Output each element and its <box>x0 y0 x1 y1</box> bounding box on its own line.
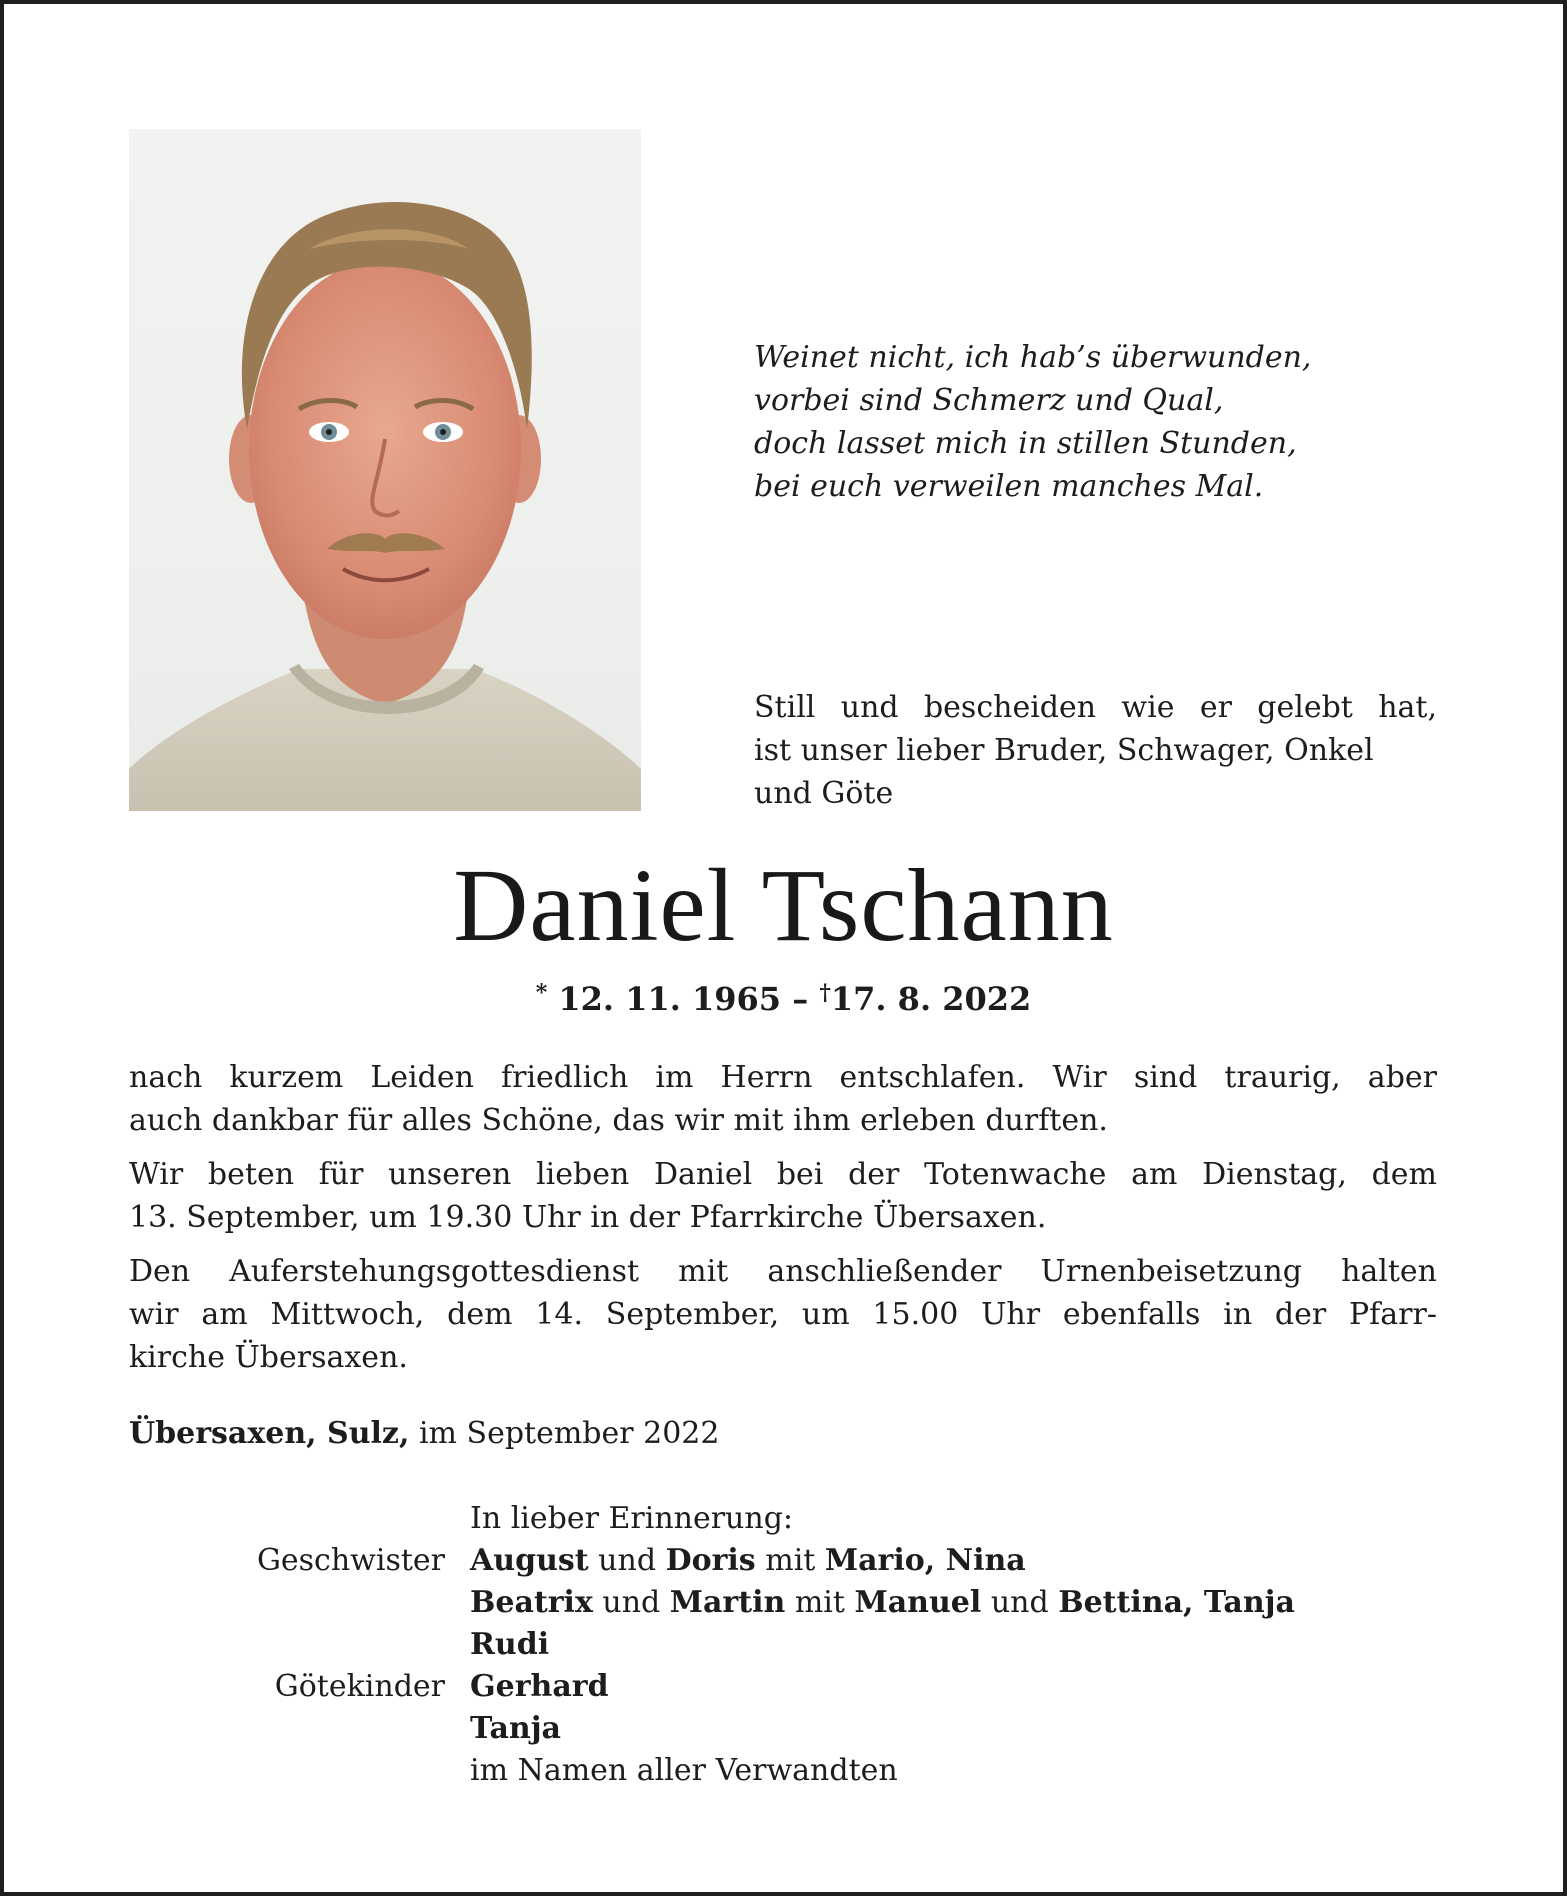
memory-header: In lieber Erinnerung: <box>470 1501 794 1536</box>
deceased-name: Daniel Tschann <box>453 848 1114 963</box>
relative-name: Beatrix <box>470 1585 593 1620</box>
announcement-body <box>129 1056 1437 1390</box>
poem <box>754 336 1311 508</box>
conjunction: mit <box>794 1585 845 1620</box>
godchildren-row-1 <box>129 1666 1437 1708</box>
relative-name: Gerhard <box>470 1669 609 1704</box>
siblings-row-3 <box>129 1624 1437 1666</box>
body-line: auch dankbar für alles Schöne, das wir mit ihm erleben durften. <box>129 1103 1108 1138</box>
poem-line: bei euch verweilen manches Mal. <box>754 469 1264 504</box>
family-header-row <box>129 1498 1437 1540</box>
relative-name: Tanja <box>470 1711 561 1746</box>
paragraph-wake <box>129 1153 1437 1239</box>
month-year: im September 2022 <box>418 1416 720 1451</box>
date-separator: – <box>792 980 809 1018</box>
relative-name: Bettina, Tanja <box>1058 1585 1295 1620</box>
life-dates <box>0 970 1567 1022</box>
relative-name: Mario, Nina <box>824 1543 1026 1578</box>
body-line: Den Auferstehungsgottesdienst mit anschließender Urnenbeisetzung halten <box>129 1254 1437 1289</box>
role-siblings: Geschwister <box>256 1543 445 1578</box>
birth-date: 12. 11. 1965 <box>558 980 782 1018</box>
siblings-row-2 <box>129 1582 1437 1624</box>
relative-name: Doris <box>665 1543 756 1578</box>
role-godchildren: Götekinder <box>274 1669 445 1704</box>
body-line: nach kurzem Leiden friedlich im Herrn entschlafen. Wir sind traurig, aber <box>129 1060 1437 1095</box>
poem-line: Weinet nicht, ich hab’s überwunden, <box>754 340 1312 375</box>
death-date: 17. 8. 2022 <box>830 980 1032 1018</box>
conjunction: und <box>602 1585 661 1620</box>
body-line: 13. September, um 19.30 Uhr in der Pfarrkirche Übersaxen. <box>129 1200 1047 1235</box>
relative-name: Martin <box>669 1585 786 1620</box>
intro-line: ist unser lieber Bruder, Schwager, Onkel <box>754 733 1374 768</box>
siblings-row-1 <box>129 1540 1437 1582</box>
death-symbol: † <box>819 980 831 1006</box>
intro-line: Still und bescheiden wie er gelebt hat, <box>754 690 1437 725</box>
conjunction: und <box>598 1543 657 1578</box>
relative-name: Rudi <box>470 1627 550 1662</box>
closing-line: im Namen aller Verwandten <box>470 1753 898 1788</box>
closing-row <box>129 1750 1437 1792</box>
body-line: Wir beten für unseren lieben Daniel bei der Totenwache am Dienstag, dem <box>129 1157 1437 1192</box>
relative-name: August <box>470 1543 589 1578</box>
family-list <box>129 1498 1437 1792</box>
godchildren-row-2 <box>129 1708 1437 1750</box>
relative-name: Manuel <box>854 1585 982 1620</box>
intro-line: und Göte <box>754 776 894 811</box>
place-names: Übersaxen, Sulz, <box>129 1416 410 1451</box>
paragraph-funeral <box>129 1250 1437 1379</box>
poem-line: vorbei sind Schmerz und Qual, <box>754 383 1224 418</box>
portrait-photo <box>129 129 641 811</box>
place-date <box>129 1412 719 1455</box>
conjunction: und <box>990 1585 1049 1620</box>
body-line: wir am Mittwoch, dem 14. September, um 15.00 Uhr ebenfalls in der Pfarr- <box>129 1297 1437 1332</box>
intro-text <box>754 686 1437 815</box>
paragraph-passing <box>129 1056 1437 1142</box>
birth-symbol: * <box>535 980 548 1006</box>
body-line: kirche Übersaxen. <box>129 1340 408 1375</box>
poem-line: doch lasset mich in stillen Stunden, <box>754 426 1297 461</box>
portrait-illustration <box>129 129 641 811</box>
conjunction: mit <box>765 1543 816 1578</box>
